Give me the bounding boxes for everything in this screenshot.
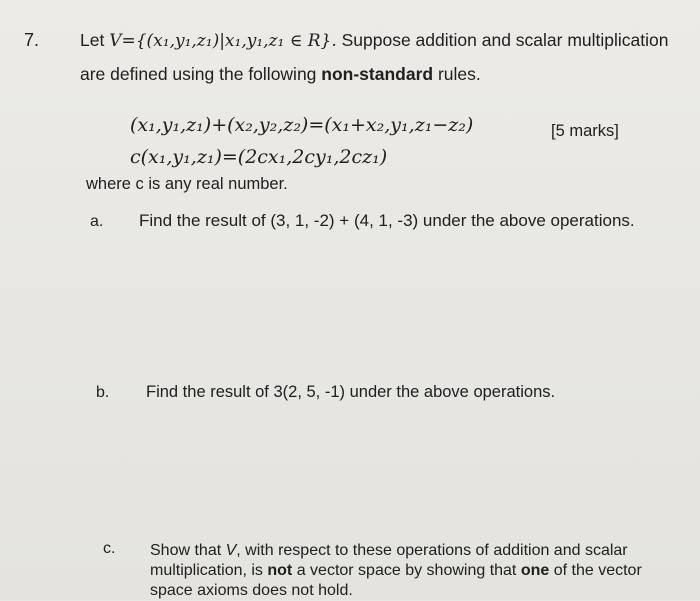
intro2-suffix: rules.	[433, 64, 481, 84]
question-intro-line1	[80, 30, 668, 51]
intro-prefix: Let	[80, 30, 110, 50]
question-intro-line2	[80, 64, 481, 85]
marks-indicator: [5 marks]	[551, 122, 619, 140]
part-c-v: V	[225, 542, 237, 559]
part-b-text: Find the result of 3(2, 5, -1) under the above operations.	[146, 383, 556, 401]
part-c-text-3: a vector space by showing that	[292, 562, 521, 579]
part-c-text-2: , with respect to these operations of addition and scalar multiplication, is	[150, 542, 628, 579]
scalar-multiplication-rule: c(x₁,y₁,z₁)=(2cx₁,2cy₁,2cz₁)	[130, 146, 388, 168]
part-a-text: Find the result of (3, 1, -2) + (4, 1, -3) under the above operations.	[139, 211, 635, 230]
part-b-label: b.	[96, 384, 110, 401]
intro2-prefix: are defined using the following	[80, 64, 322, 84]
addition-rule: (x₁,y₁,z₁)+(x₂,y₂,z₂)=(x₁+x₂,y₁,z₁−z₂)	[130, 114, 474, 136]
set-definition: V={(x₁,y₁,z₁)|x₁,y₁,z₁ ∈ R}.	[109, 31, 337, 51]
part-c-text-1: Show that	[150, 542, 226, 559]
part-c-one: one	[520, 562, 550, 579]
part-c-text	[150, 541, 650, 601]
question-number: 7.	[24, 30, 40, 50]
intro-suffix: Suppose addition and scalar multiplication	[336, 30, 669, 50]
non-standard-bold: non-standard	[321, 64, 434, 84]
part-c-not: not	[267, 562, 293, 579]
part-c-text-4: of the vector space axioms does not hold.	[150, 562, 642, 599]
part-a-label: a.	[90, 213, 104, 230]
part-c-label: c.	[103, 540, 116, 557]
where-note: where c is any real number.	[86, 175, 288, 193]
